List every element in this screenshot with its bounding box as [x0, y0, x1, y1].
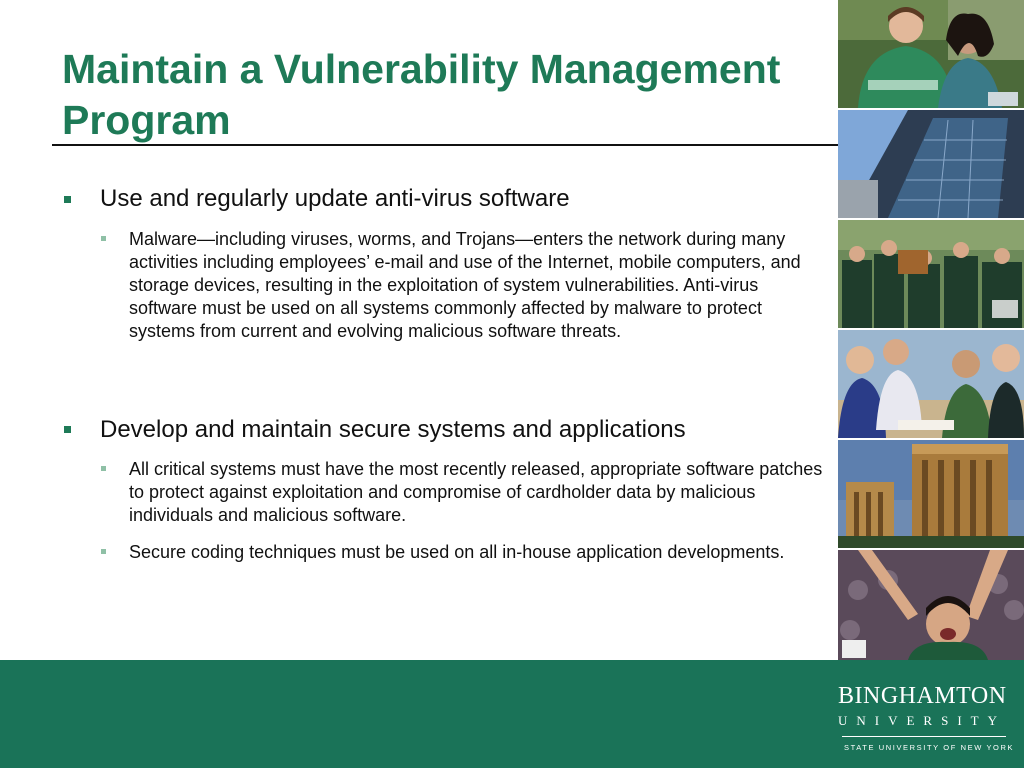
- sub-bullet-marker: [101, 549, 106, 554]
- baseball-team-photo: [838, 220, 1024, 328]
- bullet-antivirus: Use and regularly update anti-virus software: [100, 185, 570, 212]
- logo-divider: [842, 736, 1006, 737]
- students-photo: [838, 0, 1024, 108]
- bullet-marker: [64, 426, 71, 433]
- bullet-marker: [64, 196, 71, 203]
- sub-bullet-patches: All critical systems must have the most recently released, appropriate software patches to protect against exploitation and compromise of cardholder data by malicious individuals and malicious software.: [129, 459, 823, 525]
- campus-tower-photo: [838, 440, 1024, 548]
- cheering-crowd-photo: [838, 550, 1024, 660]
- bullet-secure-systems: Develop and maintain secure systems and applications: [100, 416, 686, 443]
- logo-suny: STATE UNIVERSITY OF NEW YORK: [844, 743, 1015, 752]
- study-group-photo: [838, 330, 1024, 438]
- sub-bullet-malware: Malware—including viruses, worms, and Trojans—enters the network during many activities including employees’ e-mail and use of the Internet, mobile computers, and storage devices, resulting in the exploitation of system vulnerabilities. Anti-virus software must be used on all systems commonly affected by malware to protect systems from current and evolving malicious software threats.: [129, 229, 801, 341]
- sub-bullet-marker: [101, 236, 106, 241]
- glass-building-photo: [838, 110, 1024, 218]
- photo-strip: [838, 0, 1024, 660]
- logo-name: BINGHAMTON: [838, 683, 1007, 709]
- sub-bullet-secure-coding: Secure coding techniques must be used on all in-house application developments.: [129, 542, 785, 562]
- sub-bullet-marker: [101, 466, 106, 471]
- university-logo: [838, 682, 1014, 753]
- footer-bar: [0, 660, 1024, 768]
- slide-title: Maintain a Vulnerability Management Program: [62, 46, 781, 143]
- logo-university: UNIVERSITY: [838, 713, 1006, 728]
